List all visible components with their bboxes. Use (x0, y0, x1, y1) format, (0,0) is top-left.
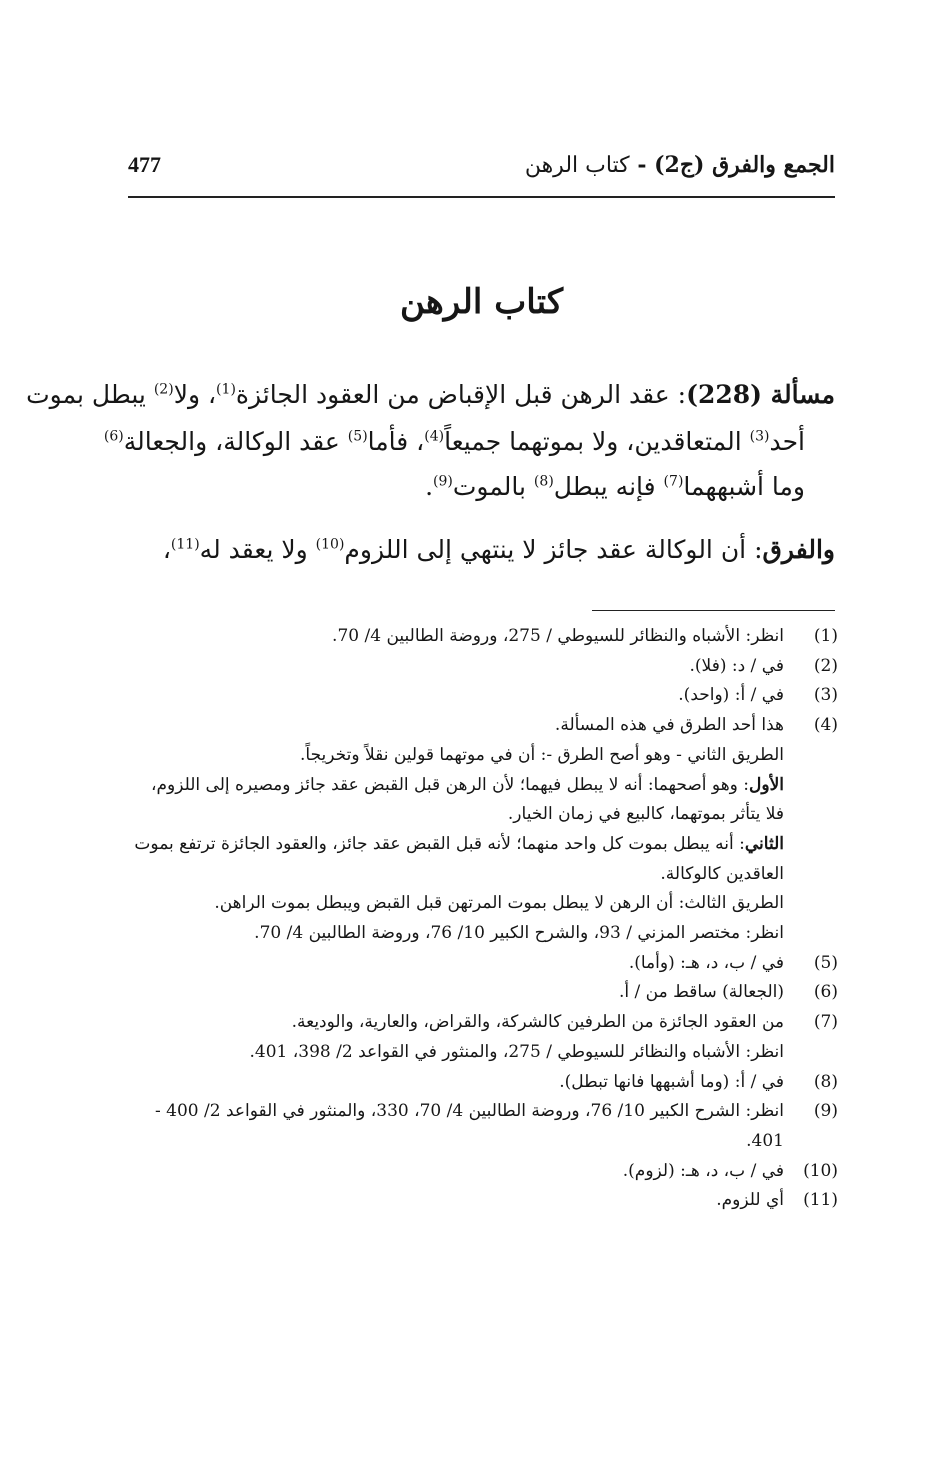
footnote-4-line: انظر: مختصر المزني / 93، والشرح الكبير 10/ 76، وروضة الطالبين 4/ 70. (254, 923, 784, 944)
footnote-ref[interactable]: (1) (216, 381, 236, 398)
header-rule (128, 196, 835, 198)
farq-line: والفرق: أن الوكالة عقد جائز لا ينتهي إلى اللزوم$^{(10)}$ ولا يعقد له$^{(11)}$، (162, 535, 835, 564)
footnote-7: (7) من العقود الجائزة من الطرفين كالشركة، والقراض، والعارية، والوديعة. (291, 1012, 838, 1033)
masala-line-1: مسألة (228): عقد الرهن قبل الإقباض من العقود الجائزة$^{(1)}$، ولا$^{(2)}$ يبطل بموت (26, 380, 835, 409)
footnote-ref[interactable]: (2) (153, 381, 174, 398)
farq-label: والفرق (762, 535, 835, 564)
footnote-2: (2) في / د: (فلا). (689, 655, 838, 676)
footnote-4: (4) هذا أحد الطرق في هذه المسألة. (554, 715, 838, 736)
footnote-ref[interactable]: (8) (533, 473, 554, 490)
footnote-1: (1) انظر: الأشباه والنظائر للسيوطي / 275، وروضة الطالبين 4/ 70. (332, 626, 838, 646)
footnote-8: (8) في / أ: (وما أشبهها فانها تبطل). (559, 1071, 838, 1092)
footnote-ref[interactable]: (6) (103, 428, 124, 445)
footnote-ref[interactable]: (11) (170, 536, 200, 553)
book-title: الجمع والفرق (ج2) (654, 152, 835, 178)
footnote-rule (592, 610, 835, 611)
chapter-title: كتاب الرهن (399, 282, 564, 322)
footnote-6: (6) (الجعالة) ساقط من / أ. (618, 982, 838, 1003)
footnote-ref[interactable]: (5) (347, 428, 368, 445)
footnote-11: (11) أي للزوم. (716, 1190, 838, 1211)
footnote-ref[interactable]: (7) (663, 473, 684, 490)
page-header (128, 150, 835, 186)
masala-line-2: أحد$^{(3)}$ المتعاقدين، ولا بموتهما جميعاً$^{(4)}$، فأما$^{(5)}$ عقد الوكالة، والجعالة$^{(6)}$ (103, 427, 805, 456)
footnote-ref[interactable]: (4) (424, 428, 445, 445)
footnote-3: (3) في / أ: (واحد). (678, 685, 838, 706)
footnote-4-second-opinion: الثاني: أنه يبطل بموت كل واحد منهما؛ لأنه قبل القبض عقد جائز، والعقود الجائزة ترتفع بموت العاقدين كالوكالة. (134, 833, 784, 884)
footnote-10: (10) في / ب، د، هـ: (لزوم). (622, 1160, 838, 1181)
masala-line-3: وما أشبههما$^{(7)}$ فإنه يبطل$^{(8)}$ بالموت$^{(9)}$. (425, 472, 805, 501)
footnote-4-line: الطريق الثالث: أن الرهن لا يبطل بموت المرتهن قبل القبض ويبطل بموت الراهن. (214, 893, 784, 914)
title-separator: - (629, 152, 655, 178)
footnotes (128, 622, 838, 1216)
footnote-5: (5) في / ب، د، هـ: (وأما). (628, 952, 838, 973)
footnote-4-first-opinion: الأول: وهو أصحهما: أنه لا يبطل فيهما؛ لأن الرهن قبل القبض عقد جائز ومصيره إلى اللزوم، فلا يتأثر بموتهما، كالبيع في زمان الخيار. (151, 774, 784, 825)
footnote-ref[interactable]: (10) (315, 536, 345, 553)
footnote-ref[interactable]: (3) (749, 428, 770, 445)
section-title: كتاب الرهن (524, 153, 630, 178)
page-number: 477 (128, 152, 161, 177)
masala-label: مسألة (228) (686, 380, 835, 409)
footnote-ref[interactable]: (9) (433, 473, 453, 490)
footnote-4-line: الطريق الثاني - وهو أصح الطرق -: أن في موتهما قولين نقلاً وتخريجاً. (299, 744, 784, 765)
footnote-7-line: انظر: الأشباه والنظائر للسيوطي / 275، والمنثور في القواعد 2/ 398، 401. (249, 1041, 784, 1062)
running-title (525, 152, 835, 178)
footnote-9: (9) انظر: الشرح الكبير 10/ 76، وروضة الطالبين 4/ 70، 330، والمنثور في القواعد 2/ 400 - 401. (155, 1101, 838, 1151)
